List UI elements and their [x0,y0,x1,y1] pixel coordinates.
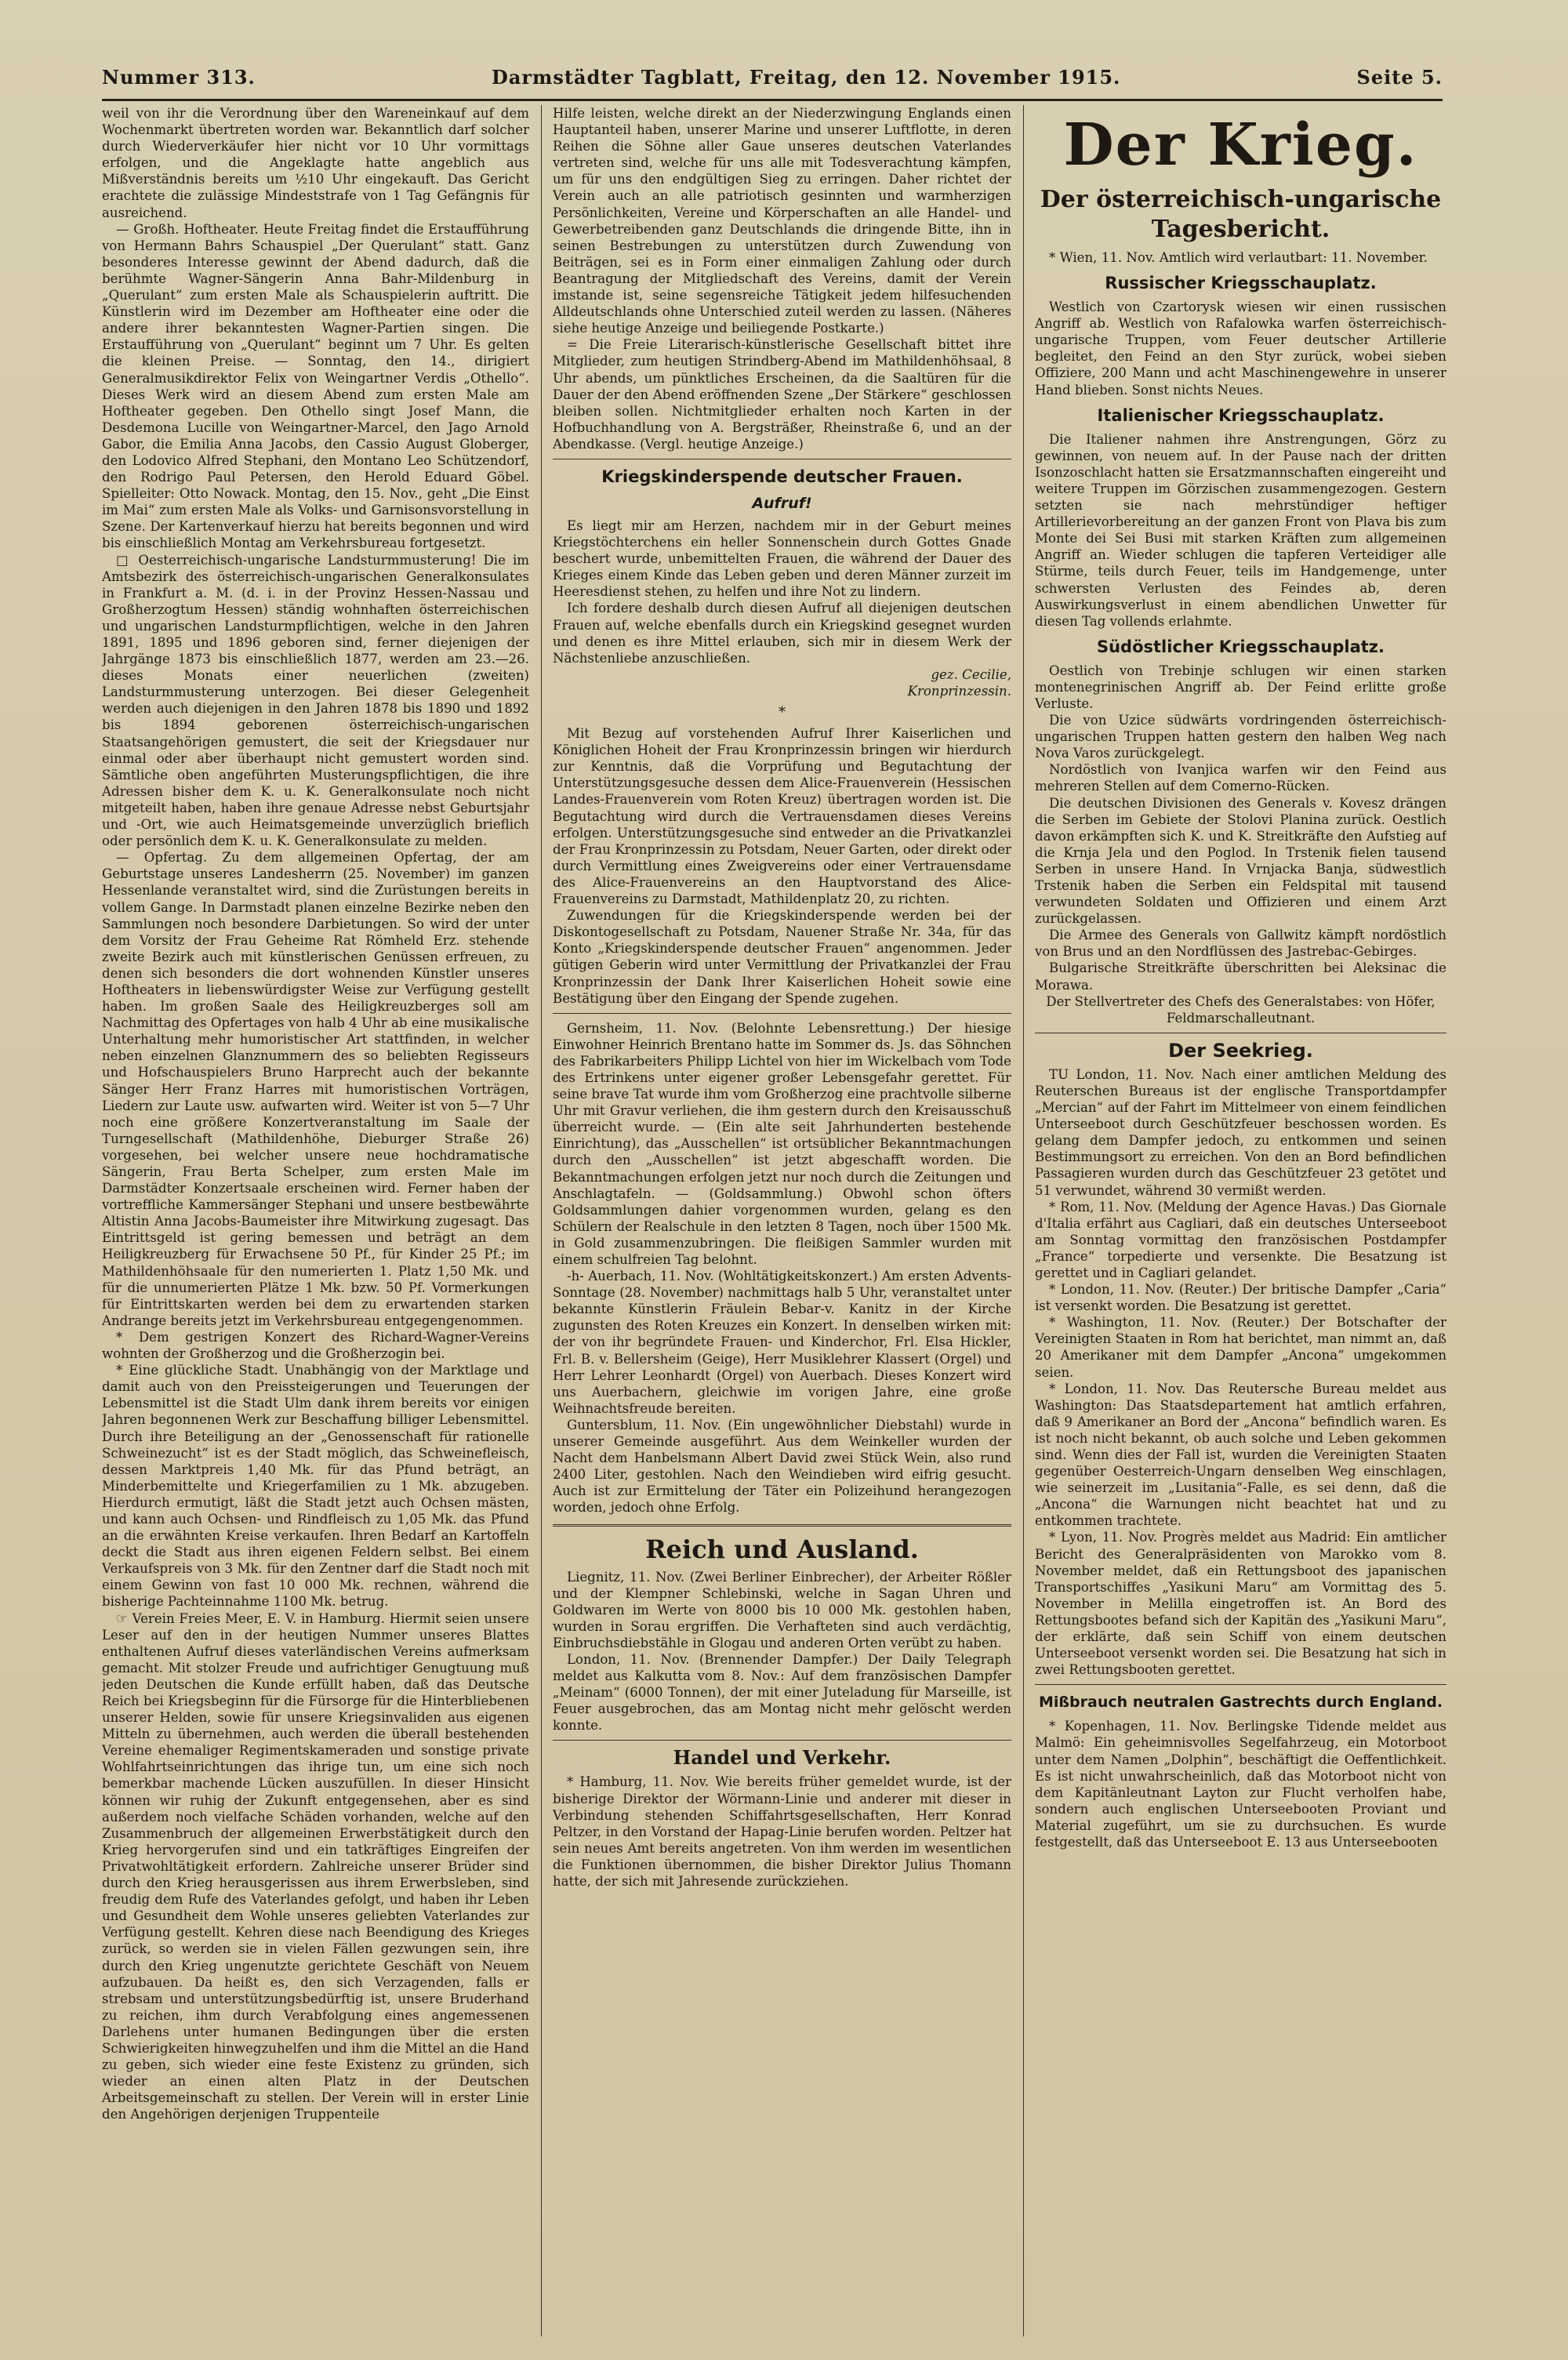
heading-italienischer-kriegsschauplatz: Italienischer Kriegsschauplatz. [1097,405,1385,425]
article-lyon-madrid: * Lyon, 11. Nov. Progrès meldet aus Madrid: Ein amtlicher Bericht des Generalpräsidenten von Marokko vom 8. November meldet, daß ein Rettungsboot des japanischen Transportschiffes „Yasikuni Maru“ am Vormittag des 5. November in Melilla eingetroffen ist. An Bord des Rettungsbootes befand sich der Kapitän des „Yasikuni Maru“, der erklärte, daß sein Schiff von einem deutschen Unterseeboot versenkt worden sei. Die Besatzung hat sich in zwei Rettungsbooten gerettet. [1035,1530,1446,1678]
heading-suedoestlicher-kriegsschauplatz: Südöstlicher Kriegsschauplatz. [1096,637,1385,656]
article-liegnitz: Liegnitz, 11. Nov. (Zwei Berliner Einbrecher), der Arbeiter Rößler und der Klempner Schlebinski, welche in Sagan Uhren und Goldwaren im Werte von 8000 bis 10 000 Mk. gestohlen haben, wurden in Sorau ergriffen. Die Verhafteten sind auch verdächtig, Einbruchsdiebstähle in Glogau und anderen Orten verübt zu haben. [553,1569,1011,1650]
article-paragraph: Die Armee des Generals von Gallwitz kämpft nordöstlich von Brus und an den Nordflüssen des Jastrebac-Gebirges. [1035,928,1446,960]
article-paragraph: Ich fordere deshalb durch diesen Aufruf all diejenigen deutschen Frauen auf, welche ebenfalls durch ein Kriegskind gesegnet wurden und denen es ihre Mittel erlauben, sich mir in diesem Werk der Nächstenliebe anzuschließen. [553,601,1011,666]
article-paragraph: Es liegt mir am Herzen, nachdem mir in der Geburt meines Kriegstöchterchens ein heller Sonnenschein durch Gottes Gnade beschert wurde, unbemittelten Frauen, die während der Dauer des Krieges einem Kinde das Leben geben und deren Männer zurzeit im Heeresdienst stehen, zu helfen und ihre Not zu lindern. [553,517,1011,600]
section-heading-handel-und-verkehr: Handel und Verkehr. [673,1746,891,1770]
section-heading-der-seekrieg: Der Seekrieg. [1168,1039,1313,1062]
heading-russischer-kriegsschauplatz: Russischer Kriegsschauplatz. [1105,274,1377,293]
article-gernsheim: Gernsheim, 11. Nov. (Belohnte Lebensrettung.) Der hiesige Einwohner Heinrich Brentano hatte im Sommer ds. Js. das Söhnchen des Fabrikarbeiters Philipp Lichtel von hier im Wickelbach vom Tode des Ertrinkens unter eigener großer Lebensgefahr gerettet. Für seine brave Tat wurde ihm vom Großherzog eine prachtvolle silberne Uhr mit Gravur verliehen, die ihm gestern durch den Kreisausschuß überreicht wurde. — (Ein alte seit Jahrhunderten bestehende Einrichtung), das „Ausschellen“ ist ortsüblicher Bekanntmachungen durch den „Ausschellen“ ist jetzt abgeschafft worden. Die Bekanntmachungen erfolgen jetzt nur noch durch die Zeitungen und Anschlagtafeln. — (Goldsammlung.) Obwohl schon öfters Goldsammlungen dahier vorgenommen wurden, gelang es den Schülern der Realschule in den letzten 8 Tagen, noch über 1500 Mk. in Gold zusammenzubringen. Die fleißigen Sammler wurden mit einem schulfreien Tag belohnt. [553,1020,1011,1267]
article-paragraph: Zuwendungen für die Kriegskinderspende werden bei der Diskontogesellschaft zu Potsdam, Nauener Straße Nr. 34a, für das Konto „Kriegskinderspende deutscher Frauen“ angenommen. Jeder gütigen Geberin wird unter Vermittlung der Privatkanzlei der Frau Kronprinzessin der Dank Ihrer Kaiserlichen Hoheit sowie eine Bestätigung über den Eingang der Spende zugehen. [553,908,1011,1006]
article-washington-ancona: * Washington, 11. Nov. (Reuter.) Der Botschafter der Vereinigten Staaten in Rom hat berichtet, man nimmt an, daß 20 Amerikaner mit dem Dampfer „Ancona“ umgekommen seien. [1035,1315,1446,1380]
page-number: Seite 5. [1356,66,1443,89]
column-divider-1 [541,105,542,2336]
header-rule [102,99,1443,101]
article-paragraph: Mit Bezug auf vorstehenden Aufruf Ihrer Kaiserlichen und Königlichen Hoheit der Frau Kronprinzessin bringen wir hierdurch zur Kenntnis, daß die Vorprüfung und Begutachtung der Unterstützungsgesuche dessen dem Alice-Frauenverein (Hessischen Landes-Frauenverein vom Roten Kreuz) übertragen worden ist. Die Begutachtung wird durch die Vertrauensdamen dieses Vereins erfolgen. Unterstützungsgesuche sind entweder an die Privatkanzlei der Frau Kronprinzessin zu Potsdam, Neuer Garten, oder direkt oder durch Vermittlung eines Zweigvereins oder einer Vertrauensdame des Alice-Frauenvereins an den Hauptvorstand des Alice-Frauenvereins zu Darmstadt, Mathildenplatz 20, zu richten. [553,726,1011,907]
column-1 [102,105,529,2336]
column-2 [553,105,1011,2336]
report-signature: Der Stellvertreter des Chefs des Generalstabes: von Höfer, Feldmarschalleutnant. [1046,993,1436,1026]
signature-title: Kronprinzessin. [907,683,1011,699]
page-header [102,66,1443,97]
section-subheading-aufruf: Aufruf! [752,494,812,512]
section-rule [553,1524,1011,1527]
article-london-mercian: TU London, 11. Nov. Nach einer amtlichen Meldung des Reuterschen Bureaus ist der englische Transportdampfer „Mercian“ auf der Fahrt im Mittelmeer von einem feindlichen Unterseeboot durch Geschützfeuer beschossen worden. Es gelang dem Dampfer jedoch, zu entkommen und seinen Bestimmungsort zu erreichen. Von den an Bord befindlichen Passagieren wurden durch das Geschützfeuer 23 getötet und 51 verwundet, während 30 vermißt werden. [1035,1066,1446,1198]
section-rule [553,1740,1011,1741]
masthead: Darmstädter Tagblatt, Freitag, den 12. November 1915. [492,66,1121,89]
section-heading-missbrauch-gastrecht: Mißbrauch neutralen Gastrechts durch England. [1038,1694,1443,1712]
article-paragraph: Die von Uzice südwärts vordringenden österreichisch-ungarischen Truppen hatten gestern den halben Weg nach Nova Varos zurückgelegt. [1035,713,1446,761]
article-london-caria: * London, 11. Nov. (Reuter.) Der britische Dampfer „Caria“ ist versenkt worden. Die Besatzung ist gerettet. [1035,1282,1446,1314]
signature-line: gez. Cecilie, [931,666,1011,682]
section-rule [553,1013,1011,1014]
article-london-dampfer: London, 11. Nov. (Brennender Dampfer.) Der Daily Telegraph meldet aus Kalkutta vom 8. Nov.: Auf dem französischen Dampfer „Meinam“ (6000 Tonnen), der mit einer Juteladung für Marseille, ist Feuer ausgebrochen, das am Montag nicht mehr gelöscht werden konnte. [553,1651,1011,1734]
section-heading-kriegskinderspende: Kriegskinderspende deutscher Frauen. [601,467,963,486]
article-auerbach: -h- Auerbach, 11. Nov. (Wohltätigkeitskonzert.) Am ersten Advents-Sonntage (28. November) nachmittags halb 5 Uhr, veranstaltet unter bekannte Künstlerin Fräulein Bebar-v. Kanitz in der Kirche zugunsten des Roten Kreuzes ein Konzert. In denselben wirken mit: der von ihr begründete Frauen- und Kinderchor, Frl. Elsa Hickler, Frl. B. v. Bellersheim (Geige), Herr Musiklehrer Klassert (Orgel) und Herr Lehrer Leonhardt (Orgel) von Auerbach. Dieses Konzert wird uns Auerbachern, gleichwie im vorigen Jahre, eine große Weihnachtsfreude bereiten. [553,1269,1011,1416]
article-wagner-verein: * Dem gestrigen Konzert des Richard-Wagner-Vereins wohnten der Großherzog und die Großherzogin bei. [102,1329,529,1362]
section-heading-reich-und-ausland: Reich und Ausland. [645,1534,919,1564]
article-paragraph: * Wien, 11. Nov. Amtlich wird verlautbart: 11. November. [1049,250,1428,265]
issue-number: Nummer 313. [102,66,256,89]
article-paragraph: Hilfe leisten, welche direkt an der Niederzwingung Englands einen Hauptanteil haben, unserer Marine und unserer Luftflotte, in deren Reihen die Söhne aller Gaue unseres deutschen Vaterlandes vertreten sind, welche für uns alle mit Todesverachtung kämpfen, um für uns den endgültigen Sieg zu erringen. Daher richtet der Verein auch an alle patriotisch gesinnten und warmherzigen Persönlichkeiten, Vereine und Körperschaften an alle Handel- und Gewerbetreibenden ganz Deutschlands die dringende Bitte, ihn in seinen Bestrebungen zu unterstützen durch Zuwendung von Beiträgen, sei es in Form einer einmaligen Zahlung oder durch Beantragung der Mitgliedschaft des Vereins, damit der Verein imstande ist, seine segensreiche Tätigkeit jedem hilfesuchenden Alldeutschlands ohne Unterschied zuteil werden zu lassen. (Näheres siehe heutige Anzeige und beiliegende Postkarte.) [553,106,1011,336]
article-rom-france: * Rom, 11. Nov. (Meldung der Agence Havas.) Das Giornale d'Italia erfährt aus Cagliari, daß ein deutsches Unterseeboot am Sonntag vormittag den französischen Postdampfer „France“ torpedierte und versenkte. Die Besatzung ist gerettet und in Cagliari gelandet. [1035,1199,1446,1280]
article-glueckliche-stadt: * Eine glückliche Stadt. Unabhängig von der Marktlage und damit auch von den Preissteigerungen und Teuerungen der Lebensmittel ist die Stadt Ulm dank ihrem bereits vor einigen Jahren begonnenen Werk zur Beschaffung billiger Lebensmittel. Durch ihre Beteiligung an der „Genossenschaft für rationelle Schweinezucht“ ist es der Stadt möglich, das Schweinefleisch, dessen Marktpreis 1,40 Mk. für das Pfund beträgt, an Minderbemittelte und Kriegerfamilien zu 1 Mk. abzugeben. Hierdurch ermutigt, läßt die Stadt jetzt auch Ochsen mästen, und kann auch Ochsen- und Rindfleisch zu 1,05 Mk. das Pfund an die erwähnten Kreise verkaufen. Ihren Bedarf an Kartoffeln deckt die Stadt aus ihren eigenen Feldern selbst. Bei einem Verkaufspreis von 3 Mk. für den Zentner darf die Stadt noch mit einem Gewinn von fast 10 000 Mk. rechnen, während die bisherige Pachteinnahme 1100 Mk. betrug. [102,1363,529,1610]
article-paragraph: Die Italiener nahmen ihre Anstrengungen, Görz zu gewinnen, von neuem auf. In der Pause nach der dritten Isonzoschlacht hatten sie Ersatzmannschaften eingereiht und weitere Truppen im Görzischen zusammengezogen. Gestern setzten sie nach mehrstündiger heftiger Artillerievorbereitung an der ganzen Front von Plava bis zum Monte dei Sei Busi mit starken Kräften zum allgemeinen Angriff an. Wieder schlugen die tapferen Verteidiger alle Stürme, teils durch Feuer, teils im Handgemenge, unter schwersten Verlusten des Feindes ab, deren Auswirkungsverlust in einem abendlichen Unwetter für diesen Tag vollends erlahmte. [1035,431,1446,629]
article-guntersblum: Guntersblum, 11. Nov. (Ein ungewöhnlicher Diebstahl) wurde in unserer Gemeinde ausgeführt. Aus dem Weinkeller wurden der Nacht dem Hanbelsmann Albert David zwei Stück Wein, also rund 2400 Liter, gestohlen. Nach den Weindieben wird eifrig gesucht. Auch ist zur Ermittelung der Täter ein Polizeihund herangezogen worden, jedoch ohne Erfolg. [553,1417,1011,1516]
article-paragraph: Oestlich von Trebinje schlugen wir einen starken montenegrinischen Angriff ab. Der Feind erlitte große Verluste. [1035,663,1446,711]
article-london-washington: * London, 11. Nov. Das Reutersche Bureau meldet aus Washington: Das Staatsdepartement hat amtlich erfahren, daß 9 Amerikaner an Bord der „Ancona“ befindlich waren. Es ist noch nicht bekannt, ob auch solche und Leben gekommen sind. Wenn dies der Fall ist, wurden die Vereinigten Staaten gegenüber Oesterreich-Ungarn denselben Weg einschlagen, wie seinerzeit im „Lusitania“-Falle, es sei denn, daß die „Ancona“ die Warnungen nicht beachtet hat und zu entkommen trachtete. [1035,1381,1446,1529]
article-paragraph: Westlich von Czartorysk wiesen wir einen russischen Angriff ab. Westlich von Rafalowka warfen österreichisch-ungarische Truppen, vom Feuer deutscher Artillerie begleitet, den Feind an den Styr zurück, wobei sieben Offiziere, 200 Mann und acht Maschinengewehre in unserer Hand blieben. Sonst nichts Neues. [1035,300,1446,398]
article-hamburg: * Hamburg, 11. Nov. Wie bereits früher gemeldet wurde, ist der bisherige Direktor der Wörmann-Linie und anderer mit dieser in Verbindung stehenden Schiffahrtsgesellschaften, Herr Konrad Peltzer, in den Vorstand der Hapag-Linie berufen worden. Peltzer hat sein neues Amt bereits angetreten. Von ihm werden im wesentlichen die Funktionen übernommen, die bisher Direktor Julius Thomann hatte, der sich mit Jahresende zurückziehen. [553,1774,1011,1889]
article-verein-freies-meer: ☞ Verein Freies Meer, E. V. in Hamburg. Hiermit seien unsere Leser auf den in der heutigen Nummer unseres Blattes enthaltenen Aufruf dieses vaterländischen Vereins aufmerksam gemacht. Mit stolzer Freude und aufrichtiger Genugtuung muß jeden Deutschen die Kunde erfüllt haben, daß das Deutsche Reich bei Kriegsbeginn für die Fürsorge für die Hinterbliebenen unserer Helden, sowie für unsere Kriegsinvaliden aus eigenen Mitteln zu übernehmen, auch werden die überall bestehenden Vereine ehemaliger Regimentskameraden und sonstige private Wohlfahrtseinrichtungen das ihrige tun, um eine sich noch bemerkbar machende Lücken auszufüllen. In dieser Hinsicht können wir ruhig der Zukunft entgegensehen, aber es sind außerdem noch vielfache Schäden vorhanden, welche auf den Zusammenbruch der allgemeinen Erwerbstätigkeit durch den Krieg hervorgerufen sind und ein tatkräftiges Eingreifen der Privatwohltätigkeit erfordern. Zahlreiche unserer Brüder sind durch den Krieg herausgerissen aus ihrem Erwerbsleben, sind freudig dem Rufe des Vaterlandes gefolgt, und haben ihr Leben und Gesundheit dem Wohle unseres geliebten Vaterlandes zur Verfügung gestellt. Kehren diese nach Beendigung des Krieges zurück, so werden sie in vielen Fällen gezwungen sein, ihre durch den Krieg ungenutzte gerichtete Geschäft von Neuem aufzubauen. Da heißt es, den sich Verzagenden, falls er strebsam und unterstützungsbedürftig ist, unsere Bruderhand zu reichen, ihm durch Verabfolgung eines angemessenen Darlehens unter humanen Bedingungen über die ersten Schwierigkeiten hinwegzuhelfen und ihm die Mittel an die Hand zu geben, sich wieder eine feste Existenz zu gründen, sich wieder an einen alten Platz in der Deutschen Arbeitsgemeinschaft zu stellen. Der Verein will in erster Linie den Angehörigen derjenigen Truppenteile [102,1610,529,2122]
article-landsturmmusterung: □ Oesterreichisch-ungarische Landsturmmusterung! Die im Amtsbezirk des österreichisch-ungarischen Generalkonsulates in Frankfurt a. M. (d. i. in der Provinz Hessen-Nassau und Großherzogtum Hessen) ständig wohnhaften österreichischen und ungarischen Landsturmpflichtigen, welche in den Jahren 1891, 1895 und 1896 geboren sind, ferner diejenigen der Jahrgänge 1873 bis einschließlich 1877, werden am 23.—26. dieses Monats einer neuerlichen (zweiten) Landsturmmusterung unterzogen. Bei dieser Gelegenheit werden auch diejenigen in den Jahren 1878 bis 1890 und 1892 bis 1894 geborenen österreichisch-ungarischen Staatsangehörigen gemustert, die seit der Kriegsdauer nur einmal oder aber überhaupt nicht gemustert worden sind. Sämtliche oben angeführten Musterungspflichtigen, die ihre Adressen bisher dem K. u. K. Generalkonsulate noch nicht mitgeteilt haben, haben ihre genaue Adresse nebst Geburtsjahr und -Ort, wie auch Heimatsgemeinde unverzüglich brieflich oder persönlich dem K. u. K. Generalkonsulate zu melden. [102,552,529,849]
separator-star: * [779,704,786,721]
column-divider-2 [1023,105,1024,2336]
section-rule [1035,1684,1446,1685]
section-subheading-tagesbericht: Der österreichisch-ungarische Tagesbericht. [1040,186,1442,243]
article-opfertag: — Opfertag. Zu dem allgemeinen Opfertag, der am Geburtstage unseres Landesherrn (25. November) im ganzen Hessenlande veranstaltet wird, sind die Zurüstungen bereits in vollem Gange. In Darmstadt planen einzelne Bezirke neben den Sammlungen noch besondere Darbietungen. So wird der unter dem Vorsitz der Frau Geheime Rat Römheld Erz. stehende zweite Bezirk auch mit künstlerischen Genüssen erfreuen, zu denen sich besonders die dort wohnenden Künstler unseres Hoftheaters in liebenswürdigster Weise zur Verfügung gestellt haben. Im großen Saale des Heiligkreuzberges soll am Nachmittag des Opfertages von halb 4 Uhr ab eine musikalische Unterhaltung mehr humoristischer Art stattfinden, in welcher neben einzelnen Glanznummern des so beliebten Regisseurs und Hofschauspielers Bruno Harprecht auch der bekannte Sänger Herr Franz Harres mit humoristischen Vorträgen, Liedern zur Laute usw. aufwarten wird. Weiter ist von 5—7 Uhr noch eine größere Konzertveranstaltung im Saale der Turngesellschaft (Mathildenhöhe, Dieburger Straße 26) vorgesehen, bei welcher unsere neue hochdramatische Sängerin, Frau Berta Schelper, zum ersten Male im Darmstädter Konzertsaale erscheinen wird. Ferner haben der vortreffliche Kammersänger Stephani und unsere bestbewährte Altistin Anna Jacobs-Baumeister ihre Mitwirkung zugesagt. Das Eintrittsgeld ist gering bemessen und beträgt an dem Heiligkreuzberg für Erwachsene 50 Pf., für Kinder 25 Pf.; im Mathildenhöhsaale für den numerierten 1. Platz 1,50 Mk. und für die unnumerierten Plätze 1 Mk. bzw. 50 Pf. Vormerkungen für Eintrittskarten werden bei dem zu erwartenden starken Andrange bereits jetzt im Verkehrsbureau entgegengenommen. [102,850,529,1328]
column-3 [1035,105,1446,2336]
section-heading-der-krieg: Der Krieg. [1063,111,1418,179]
article-literarische-gesellschaft: = Die Freie Literarisch-künstlerische Gesellschaft bittet ihre Mitglieder, zum heutigen Strindberg-Abend im Mathildenhöhsaal, 8 Uhr abends, um pünktliches Erscheinen, da die Saaltüren für die Dauer der den Abend eröffnenden Szene „Der Stärkere“ geschlossen bleiben sollen. Nichtmitglieder erhalten noch Karten in der Hofbuchhandlung von A. Bergsträßer, Rheinstraße 6, und an der Abendkasse. (Vergl. heutige Anzeige.) [553,337,1011,452]
article-kopenhagen: * Kopenhagen, 11. Nov. Berlingske Tidende meldet aus Malmö: Ein geheimnisvolles Segelfahrzeug, ein Motorboot unter dem Namen „Dolphin“, beschäftigt die Oeffentlichkeit. Es ist nicht unwahrscheinlich, daß das Motorboot nicht von dem Kapitänleutnant Layton zur Flucht verholfen habe, sondern auch englischen Unterseebooten Proviant und Material zugeführt, um sie zu durchsuchen. Es wurde festgestellt, daß das Unterseeboot E. 13 aus Unterseebooten [1035,1719,1446,1850]
article-paragraph: Nordöstlich von Ivanjica warfen wir den Feind aus mehreren Stellen auf dem Comerno-Rücken. [1035,762,1446,794]
article-paragraph: Die deutschen Divisionen des Generals v. Kovesz drängen die Serben im Gebiete der Stolovi Planina zurück. Oestlich davon erkämpften sich K. und K. Streitkräfte den Aufstieg auf die Krnja Jela und den Poglod. In Trstenik fielen tausend Serben in unsere Hand. In Vrnjacka Banja, südwestlich Trstenik haben die Serben ein Feldspital mit tausend verwundeten Soldaten und Offizieren und einem Arzt zurückgelassen. [1035,795,1446,927]
article-paragraph: weil von ihr die Verordnung über den Wareneinkauf auf dem Wochenmarkt übertreten worden war. Bekanntlich darf solcher durch Wiederverkäufer hier nicht vor 10 Uhr vormittags erfolgen, und die Angeklagte hatte angeblich aus Mißverständnis bereits um ½10 Uhr eingekauft. Das Gericht erachtete die zulässige Mindeststrafe von 1 Tag Gefängnis für ausreichend. [102,106,529,220]
article-paragraph: Bulgarische Streitkräfte überschritten bei Aleksinac die Morawa. [1035,960,1446,993]
article-hoftheater: — Großh. Hoftheater. Heute Freitag findet die Erstaufführung von Hermann Bahrs Schauspiel „Der Querulant“ statt. Ganz besonderes Interesse gewinnt der Abend dadurch, daß die berühmte Wagner-Sängerin Anna Bahr-Mildenburg in „Querulant“ zum ersten Male als Schauspielerin auftritt. Die Künstlerin wird im Dezember am Hoftheater eine oder die andere ihrer bekanntesten Wagner-Partien singen. Die Erstaufführung von „Querulant“ beginnt um 7 Uhr. Es gelten die kleinen Preise. — Sonntag, den 14., dirigiert Generalmusikdirektor Felix von Weingartner Verdis „Othello“. Dieses Werk wird an diesem Abend zum ersten Male am Hoftheater gegeben. Den Othello singt Josef Mann, die Desdemona Lucille von Weingartner-Marcel, den Jago Arnold Gabor, die Emilia Anna Jacobs, den Cassio August Globerger, den Lodovico Alfred Stephani, den Montano Leo Schützendorf, den Rodrigo Paul Petersen, den Herold Eduard Göbel. Spielleiter: Otto Nowack. Montag, den 15. Nov., geht „Die Einst im Mai“ zum ersten Male als Volks- und Garnisonsvorstellung in Szene. Der Kartenverkauf hierzu hat bereits begonnen und wird bis einschließlich Montag am Verkehrsbureau fortgesetzt. [102,221,529,551]
